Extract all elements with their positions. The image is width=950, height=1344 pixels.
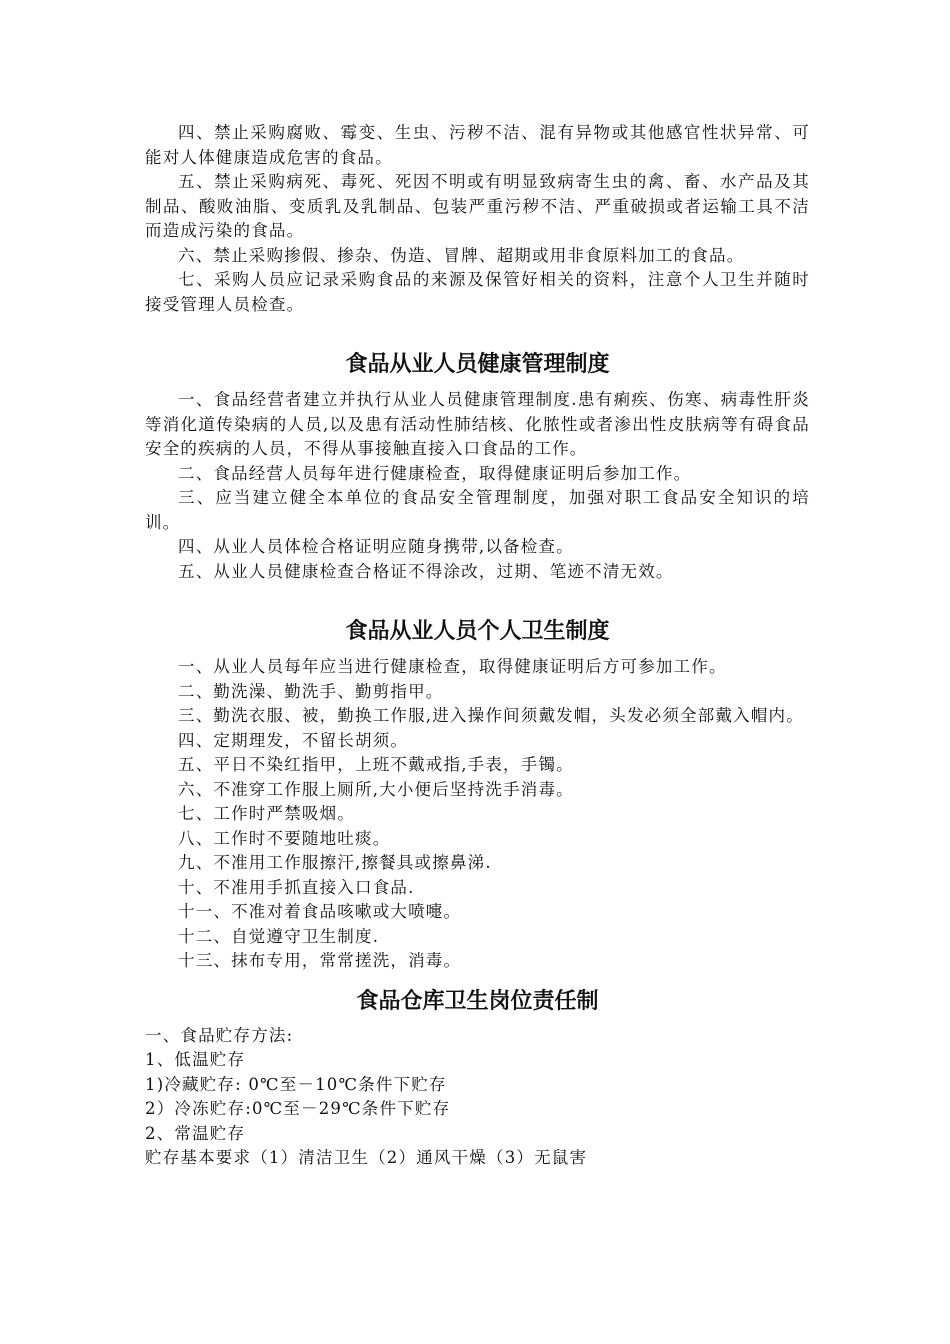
paragraph: 二、食品经营人员每年进行健康检查，取得健康证明后参加工作。 (178, 463, 692, 483)
paragraph: 七、采购人员应记录采购食品的来源及保管好相关的资料，注意个人卫生并随时接受管理人员检查。 (145, 270, 810, 314)
procurement-section (145, 121, 810, 317)
paragraph: 五、平日不染红指甲，上班不戴戒指,手表，手镯。 (178, 755, 574, 774)
text-line: 1、低温贮存 (145, 1050, 246, 1069)
text-line: 2、常温贮存 (145, 1123, 246, 1143)
paragraph: 一、从业人员每年应当进行健康检查，取得健康证明后方可参加工作。 (178, 657, 727, 676)
text-line: 2）冷冻贮存:0℃至－29℃条件下贮存 (145, 1099, 451, 1118)
paragraph: 五、从业人员健康检查合格证不得涂改，过期、笔迹不清无效。 (178, 561, 674, 581)
paragraph: 八、工作时不要随地吐痰。 (178, 828, 391, 848)
section-title-hygiene: 食品从业人员个人卫生制度 (345, 619, 610, 644)
paragraph: 三、应当建立健全本单位的食品安全管理制度，加强对职工食品安全知识的培训。 (145, 488, 810, 532)
paragraph: 六、不准穿工作服上厕所,大小便后坚持洗手消毒。 (178, 779, 574, 799)
paragraph: 一、食品经营者建立并执行从业人员健康管理制度.患有痢疾、伤寒、病毒性肝炎等消化道传染病的人员,以及患有活动性肺结核、化脓性或者渗出性皮肤病等有碍食品安全的疾病的人员，不得从事接触直接入口食品的工作。 (145, 390, 810, 458)
paragraph: 四、从业人员体检合格证明应随身携带,以备检查。 (178, 537, 574, 556)
section-title-health: 食品从业人员健康管理制度 (345, 352, 610, 377)
paragraph: 十三、抹布专用，常常搓洗，消毒。 (178, 951, 462, 970)
paragraph: 十、不准用手抓直接入口食品. (178, 877, 415, 897)
paragraph: 六、禁止采购掺假、掺杂、伪造、冒牌、超期或用非食原料加工的食品。 (178, 245, 745, 265)
paragraph: 十二、自觉遵守卫生制度. (178, 926, 380, 946)
paragraph: 七、工作时严禁吸烟。 (178, 804, 355, 823)
health-section (145, 388, 810, 584)
warehouse-section (145, 1024, 810, 1171)
paragraph: 四、禁止采购腐败、霉变、生虫、污秽不洁、混有异物或其他感官性状异常、可能对人体健康造成危害的食品。 (145, 123, 810, 167)
hygiene-section (145, 655, 810, 974)
paragraph: 三、勤洗衣服、被，勤换工作服,进入操作间须戴发帽，头发必须全部戴入帽内。 (178, 706, 804, 725)
text-line: 贮存基本要求（1）清洁卫生（2）通风干燥（3）无鼠害 (145, 1148, 588, 1167)
paragraph: 十一、不准对着食品咳嗽或大喷嚏。 (178, 902, 462, 921)
paragraph: 五、禁止采购病死、毒死、死因不明或有明显致病寄生虫的禽、畜、水产品及其制品、酸败油脂、变质乳及乳制品、包装严重污秽不洁、严重破损或者运输工具不洁而造成污染的食品。 (145, 172, 810, 240)
section-title-warehouse: 食品仓库卫生岗位责任制 (356, 988, 599, 1014)
text-line: 1)冷藏贮存: 0℃至－10℃条件下贮存 (145, 1074, 447, 1094)
paragraph: 九、不准用工作服擦汗,擦餐具或擦鼻涕. (178, 853, 492, 872)
text-line: 一、食品贮存方法: (145, 1025, 294, 1045)
paragraph: 四、定期理发，不留长胡须。 (178, 730, 409, 750)
paragraph: 二、勤洗澡、勤洗手、勤剪指甲。 (178, 681, 444, 701)
